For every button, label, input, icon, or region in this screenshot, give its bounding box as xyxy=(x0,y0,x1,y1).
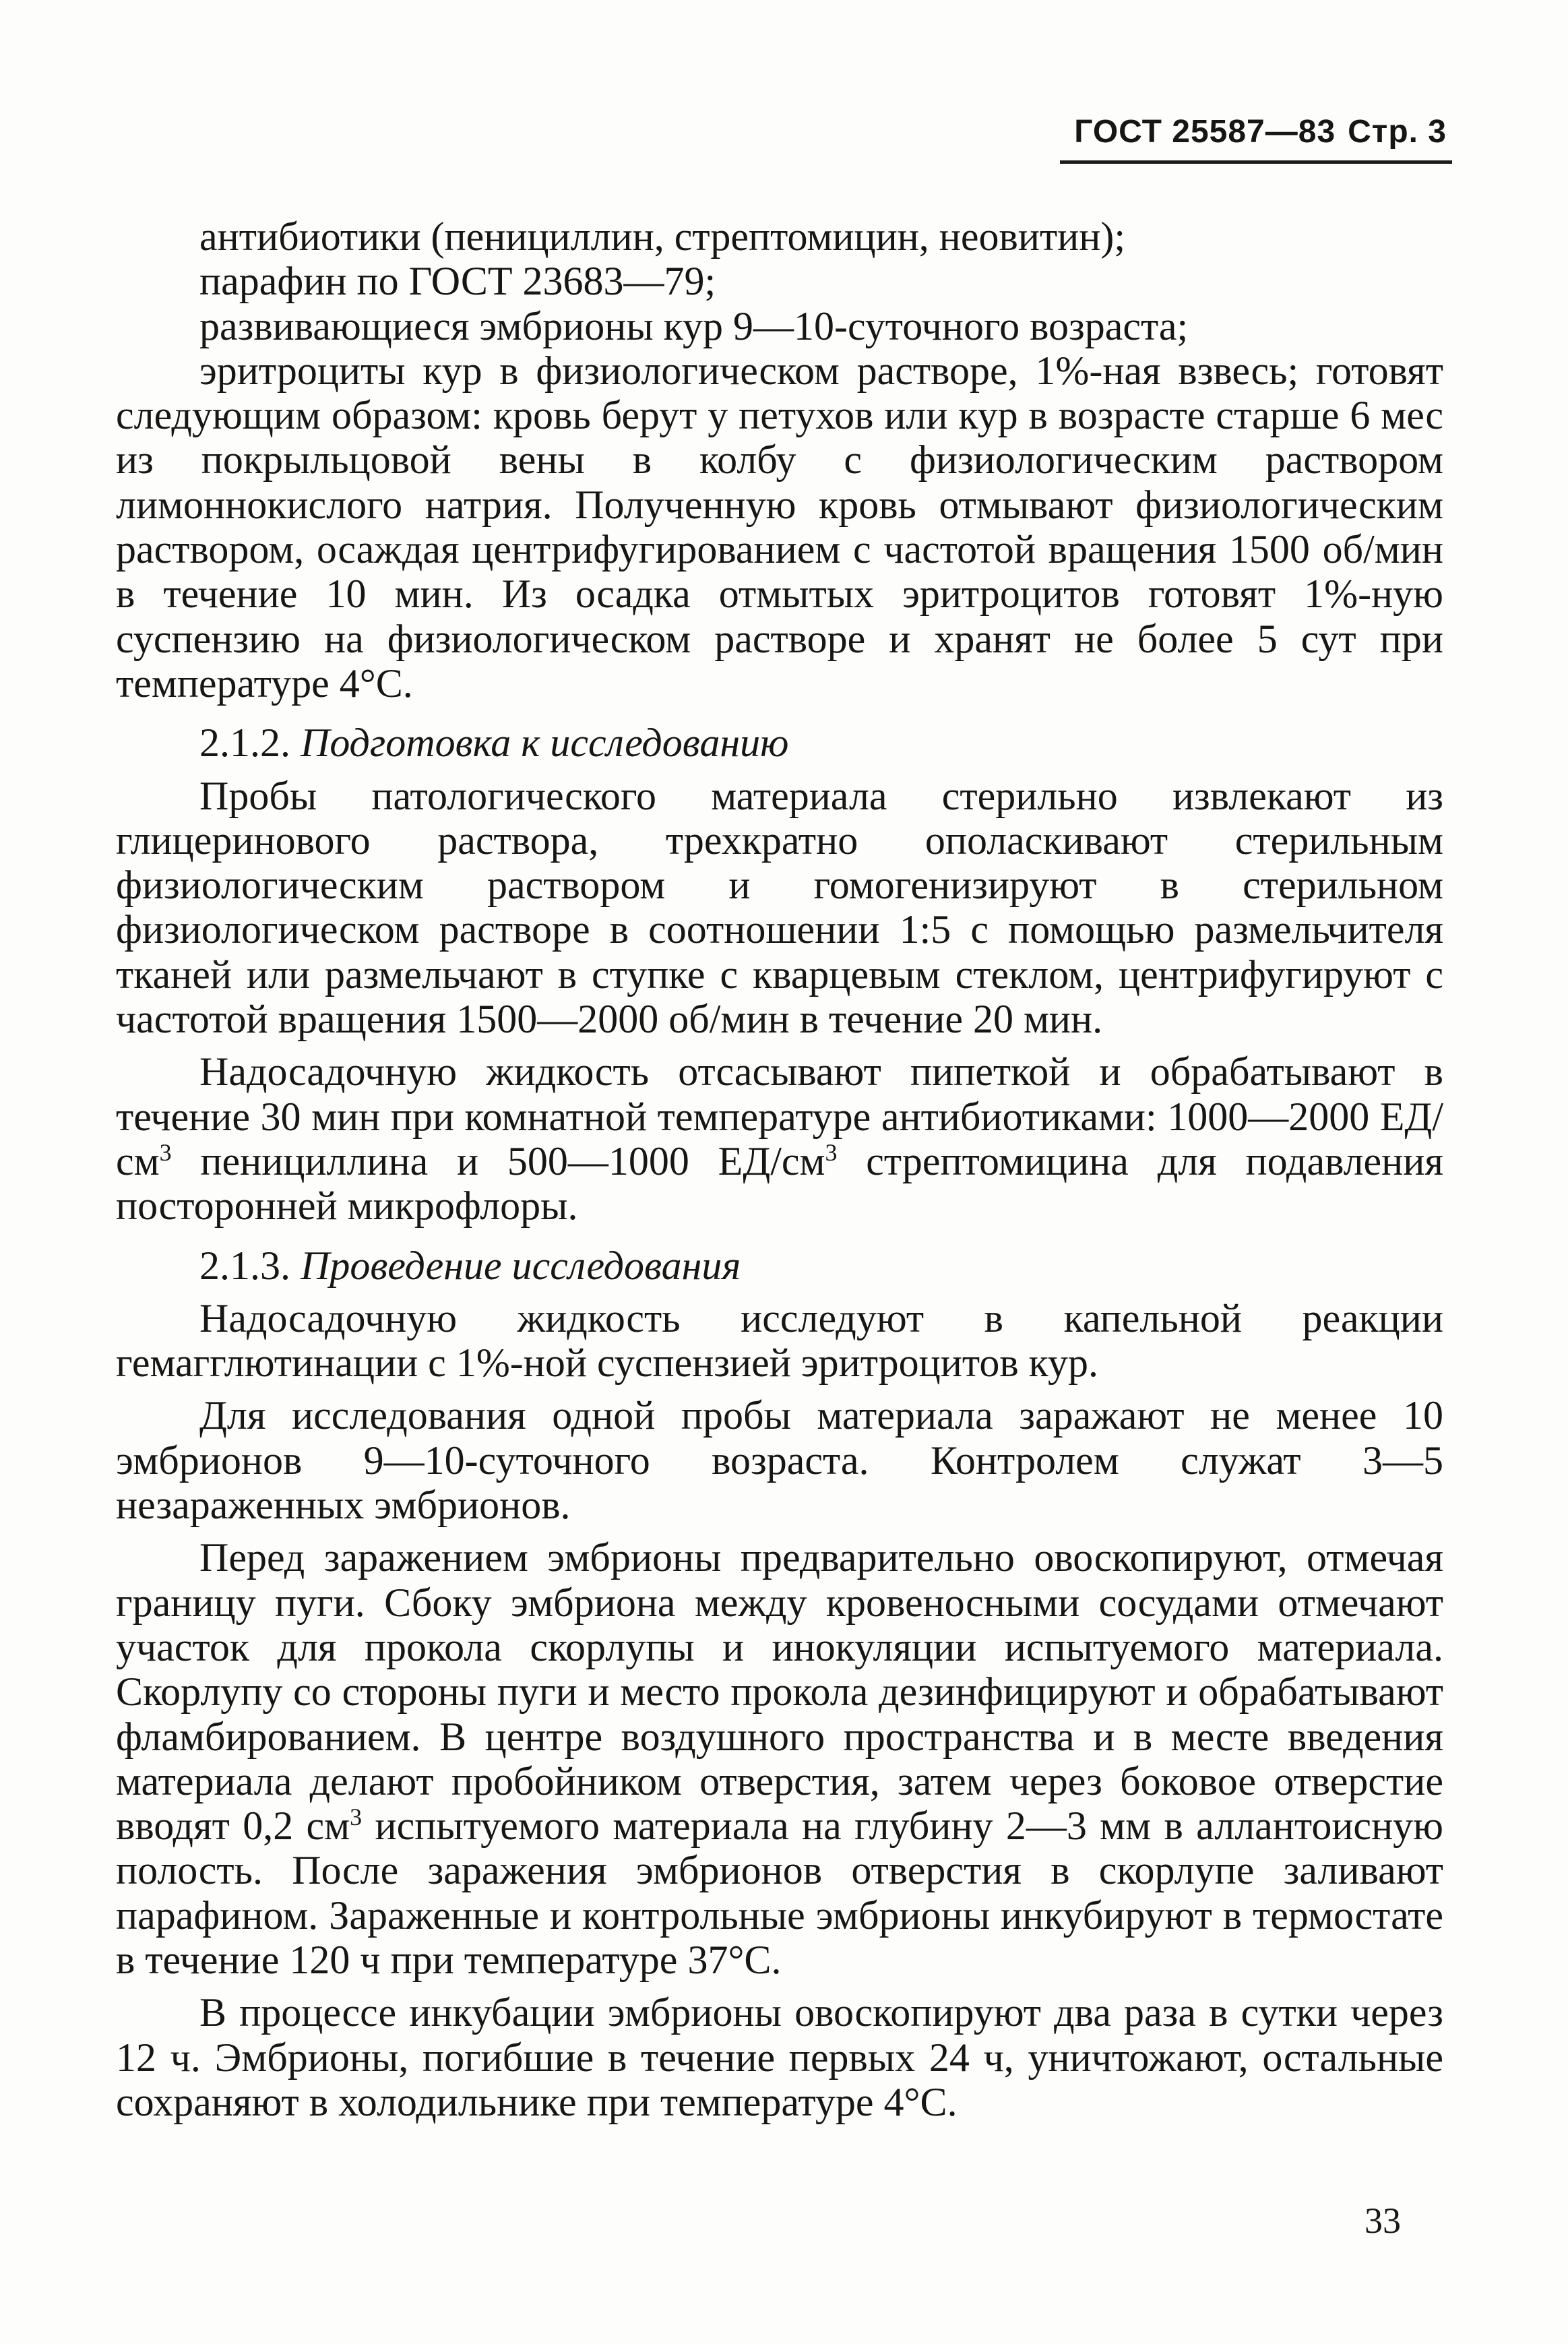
paragraph: Надосадочную жидкость исследуют в капельной реакции гемагглютинации с 1%-ной суспензией эритроцитов кур. xyxy=(116,1295,1443,1386)
page-number: 33 xyxy=(1365,2200,1401,2241)
list-item-embryos: развивающиеся эмбрионы кур 9—10-суточного возраста; xyxy=(199,303,1189,348)
section-number: 2.1.3. xyxy=(199,1243,290,1288)
list-item-paraffin: парафин по ГОСТ 23683—79; xyxy=(199,259,716,304)
superscript: 3 xyxy=(159,1138,172,1166)
paragraph-text: пенициллина и 500—1000 ЕД/см xyxy=(171,1138,825,1183)
header-rule xyxy=(1060,160,1452,164)
section-title: Подготовка к исследованию xyxy=(301,720,789,766)
section-heading-2-1-2 xyxy=(116,720,1443,765)
paragraph-text: испытуемого материала на глубину 2—3 мм в аллантоисную полость. После заражения эмбрионов отверстия в скорлупе заливают парафином. Зараженные и контрольные эмбрионы инкубируют в термостате в течение 120 ч при температуре 37°С. xyxy=(116,1803,1443,1982)
superscript: 3 xyxy=(350,1803,363,1831)
paragraph xyxy=(116,1049,1443,1228)
paragraph xyxy=(116,1535,1443,1982)
paragraph-text: Перед заражением эмбрионы предварительно овоскопируют, отмечая границу пуги. Сбоку эмбриона между кровеносными сосудами отмечают участок для прокола скорлупы и инокуляции испытуемого материала. Скорлупу со стороны пуги и место прокола дезинфицируют и обрабатывают фламбированием. В центре воздушного пространства и в месте введения материала делают пробойником отверстия, затем через боковое отверстие вводят 0,2 см xyxy=(116,1535,1443,1849)
paragraph: В процессе инкубации эмбрионы овоскопируют два раза в сутки через 12 ч. Эмбрионы, погибшие в течение первых 24 ч, уничтожают, остальные сохраняют в холодильнике при температуре 4°С. xyxy=(116,1990,1443,2124)
page-header xyxy=(1074,113,1447,150)
paragraph-text: стрептомицина для подавления посторонней микрофлоры. xyxy=(116,1138,1443,1229)
paragraph: Для исследования одной пробы материала заражают не менее 10 эмбрионов 9—10-суточного возраста. Контролем служат 3—5 незараженных эмбрионов. xyxy=(116,1393,1443,1528)
section-title: Проведение исследования xyxy=(301,1243,741,1288)
section-number: 2.1.2. xyxy=(199,720,290,766)
section-heading-2-1-3 xyxy=(116,1243,1443,1288)
list-item-erythrocytes: эритроциты кур в физиологическом растворе, 1%-ная взвесь; готовят следующим образом: кровь берут у петухов или кур в возрасте старше 6 мес из покрыльцовой вены в колбу с физиологическим раствором лимоннокислого натрия. Полученную кровь отмывают физиологическим раствором, осаждая центрифугированием с частотой вращения 1500 об/мин в течение 10 мин. Из осадка отмытых эритроцитов готовят 1%-ную суспензию на физиологическом растворе и хранят не более 5 сут при температуре 4°С. xyxy=(116,348,1443,706)
superscript: 3 xyxy=(825,1138,838,1166)
header-page-label: Стр. 3 xyxy=(1348,114,1447,150)
list-item-antibiotics: антибиотики (пенициллин, стрептомицин, неовитин); xyxy=(199,214,1126,259)
header-doc-id: ГОСТ 25587—83 xyxy=(1074,114,1336,150)
document-body xyxy=(116,214,1443,2124)
paragraph: Пробы патологического материала стерильно извлекают из глицеринового раствора, трехкратно ополаскивают стерильным физиологическим раствором и гомогенизируют в стерильном физиологическом растворе в соотношении 1:5 с помощью размельчителя тканей или размельчают в ступке с кварцевым стеклом, центрифугируют с частотой вращения 1500—2000 об/мин в течение 20 мин. xyxy=(116,773,1443,1042)
paragraph-text: Надосадочную жидкость отсасывают пипеткой и обрабатывают в течение 30 мин при комнатной температуре антибиотиками: 1000—2000 ЕД/см xyxy=(116,1049,1443,1183)
